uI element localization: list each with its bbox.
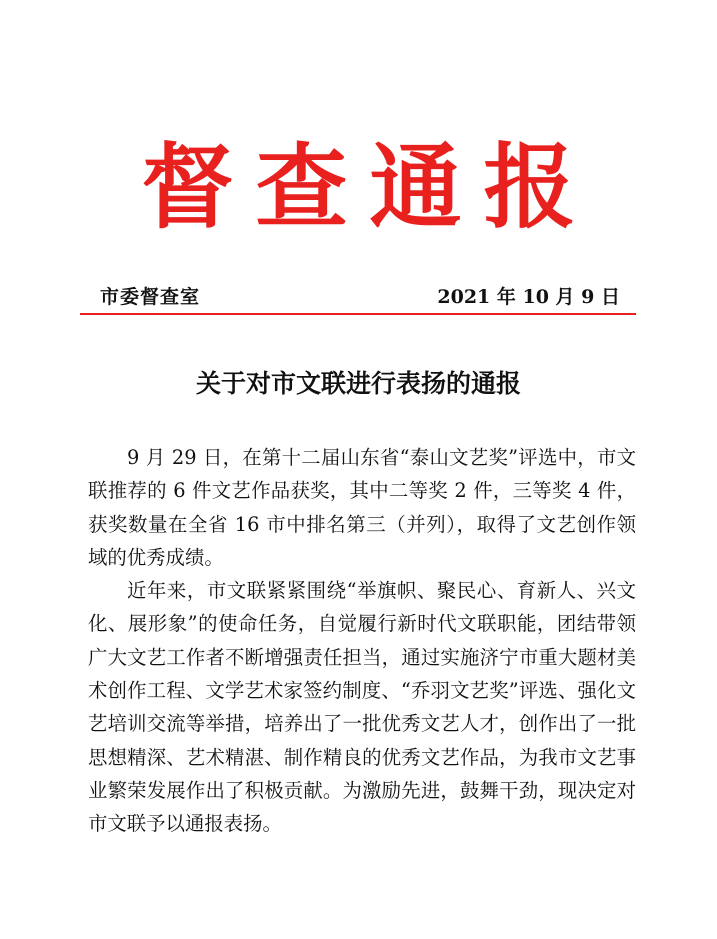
document-title: 关于对市文联进行表扬的通报 xyxy=(195,369,521,398)
issue-date: 2021 年 10 月 9 日 xyxy=(437,286,620,308)
paragraph-2: 近年来，市文联紧紧围绕“举旗帜、聚民心、育新人、兴文化、展形象”的使命任务，自觉履行新时代文联职能，团结带领广大文艺工作者不断增强责任担当，通过实施济宁市重大题材美术创作工程、文学艺术家签约制度、“乔羽文艺奖”评选、强化文艺培训交流等举措，培养出了一批优秀文艺人才，创作出了一批思想精深、艺术精湛、制作精良的优秀文艺作品，为我市文艺事业繁荣发展作出了积极贡献。为激励先进，鼓舞干劲，现决定对市文联予以通报表扬。 xyxy=(88,579,636,836)
masthead-title: 督查通报 xyxy=(141,133,598,241)
issuer-name: 市委督查室 xyxy=(100,286,201,308)
issuer-date-row xyxy=(100,282,620,312)
red-divider-line xyxy=(80,313,636,315)
paragraph-1: 9 月 29 日，在第十二届山东省“泰山文艺奖”评选中，市文联推荐的 6 件文艺作品获奖，其中二等奖 2 件，三等奖 4 件，获奖数量在全省 16 市中排名第三（并列），取得了文艺创作领域的优秀成绩。 xyxy=(88,446,636,569)
document-body xyxy=(88,441,636,841)
